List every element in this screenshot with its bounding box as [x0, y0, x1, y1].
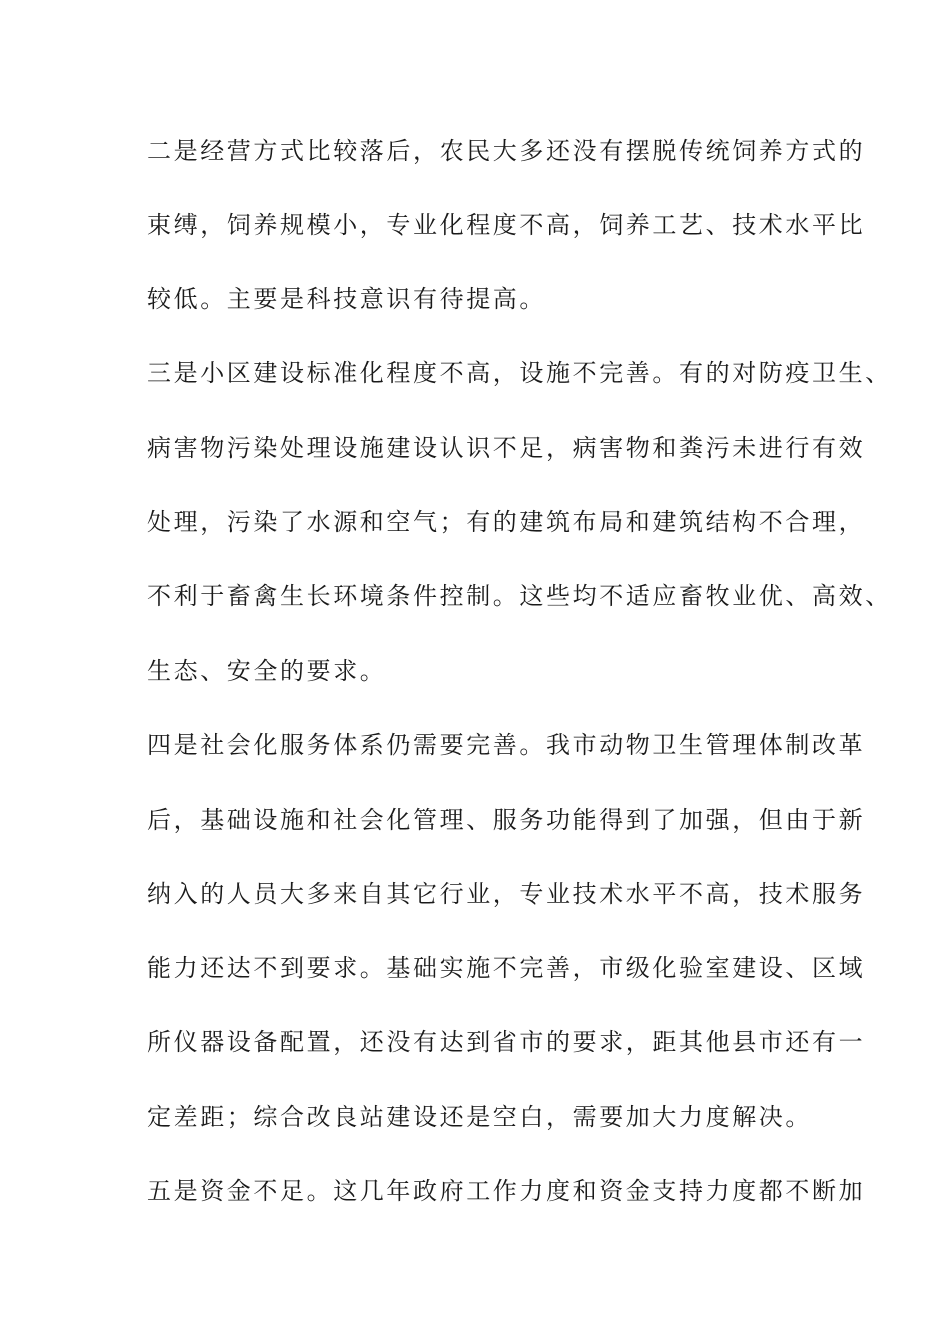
text-line: 处理，污染了水源和空气；有的建筑布局和建筑结构不合理， — [147, 508, 866, 536]
text-line: 三是小区建设标准化程度不高，设施不完善。有的对防疫卫生、 — [147, 359, 892, 387]
text-line: 后，基础设施和社会化管理、服务功能得到了加强，但由于新 — [147, 806, 866, 834]
text-line: 五是资金不足。这几年政府工作力度和资金支持力度都不断加 — [147, 1177, 866, 1205]
text-line: 病害物污染处理设施建设认识不足，病害物和粪污未进行有效 — [147, 434, 866, 462]
text-line: 四是社会化服务体系仍需要完善。我市动物卫生管理体制改革 — [147, 731, 866, 759]
text-line: 定差距；综合改良站建设还是空白，需要加大力度解决。 — [147, 1103, 812, 1131]
text-line: 二是经营方式比较落后，农民大多还没有摆脱传统饲养方式的 — [147, 137, 866, 165]
text-line: 生态、安全的要求。 — [147, 657, 387, 685]
text-line: 束缚，饲养规模小，专业化程度不高，饲养工艺、技术水平比 — [147, 211, 866, 239]
text-line: 不利于畜禽生长环境条件控制。这些均不适应畜牧业优、高效、 — [147, 582, 892, 610]
text-line: 纳入的人员大多来自其它行业，专业技术水平不高，技术服务 — [147, 880, 866, 908]
text-line: 能力还达不到要求。基础实施不完善，市级化验室建设、区域 — [147, 954, 866, 982]
text-line: 所仪器设备配置，还没有达到省市的要求，距其他县市还有一 — [147, 1028, 866, 1056]
text-line: 较低。主要是科技意识有待提高。 — [147, 285, 546, 313]
